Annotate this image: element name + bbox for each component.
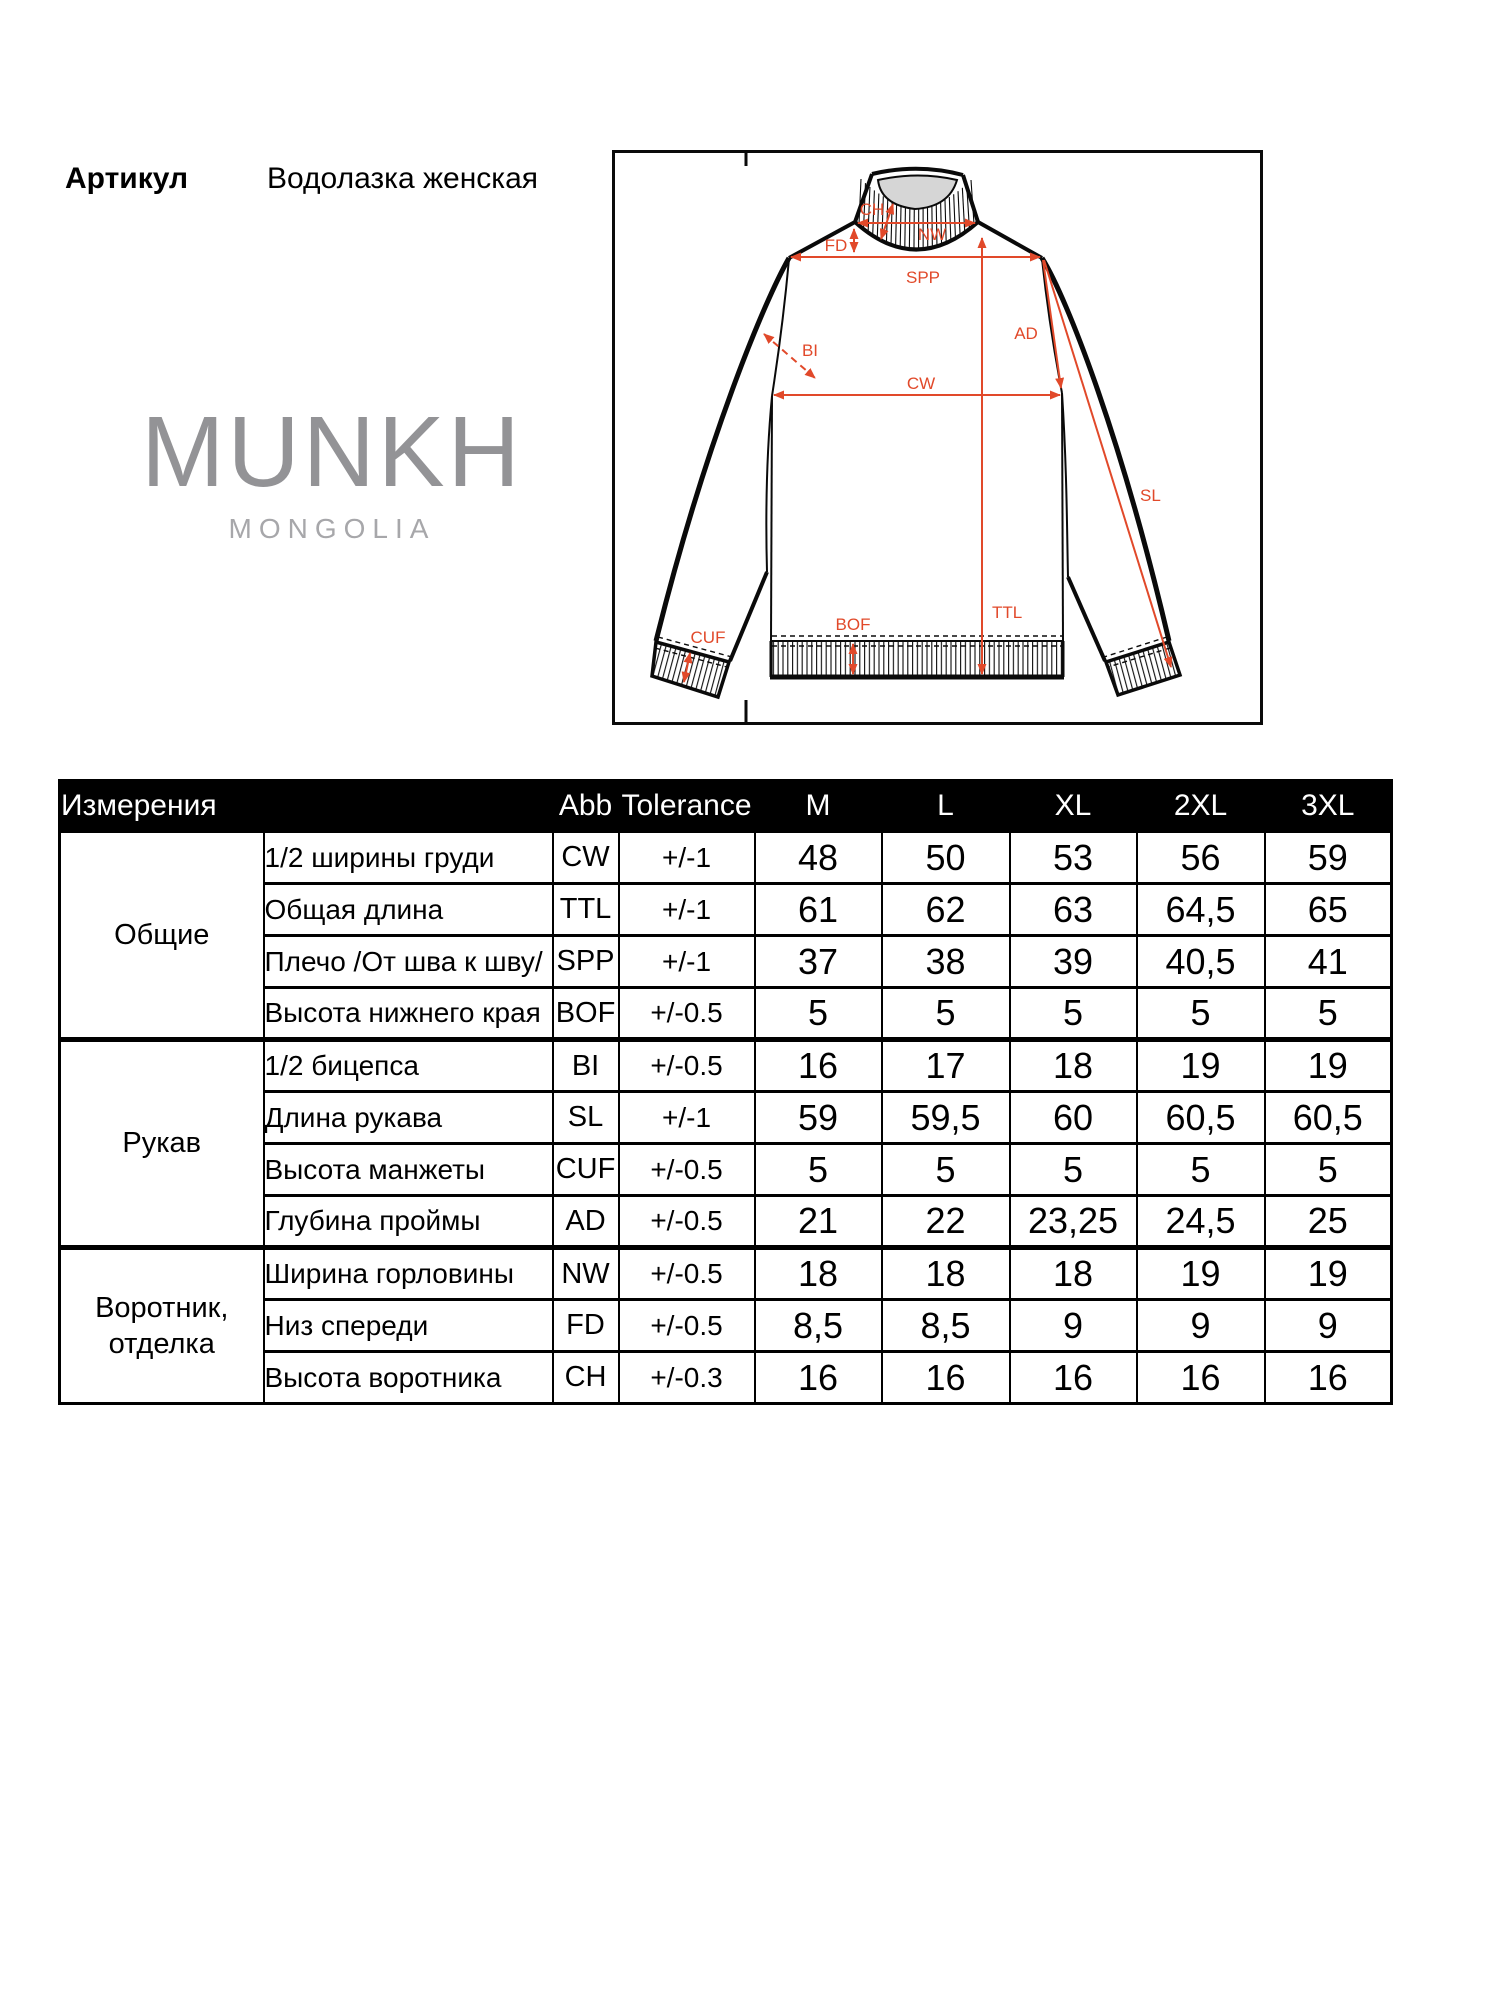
size-cell: 19 xyxy=(1137,1248,1265,1300)
size-cell: 16 xyxy=(755,1040,882,1092)
size-cell: 50 xyxy=(882,832,1010,884)
size-cell: 18 xyxy=(1010,1248,1137,1300)
size-cell: 5 xyxy=(1010,988,1137,1040)
col-size-3xl: 3XL xyxy=(1265,781,1392,832)
size-cell: 37 xyxy=(755,936,882,988)
tolerance-cell: +/-0.5 xyxy=(619,1196,755,1248)
tolerance-cell: +/-0.5 xyxy=(619,1300,755,1352)
size-cell: 16 xyxy=(755,1352,882,1404)
col-size-l: L xyxy=(882,781,1010,832)
measurement-name: 1/2 ширины груди xyxy=(264,832,553,884)
label-nw: NW xyxy=(917,225,947,244)
abb-cell: SL xyxy=(553,1092,619,1144)
col-abb: Abb xyxy=(553,781,619,832)
size-cell: 62 xyxy=(882,884,1010,936)
size-cell: 25 xyxy=(1265,1196,1392,1248)
label-spp: SPP xyxy=(905,268,941,287)
size-cell: 22 xyxy=(882,1196,1010,1248)
tolerance-cell: +/-1 xyxy=(619,936,755,988)
abb-cell: CW xyxy=(553,832,619,884)
article-label: Артикул xyxy=(65,162,189,195)
label-bof: BOF xyxy=(835,615,871,634)
size-cell: 19 xyxy=(1265,1248,1392,1300)
size-cell: 60,5 xyxy=(1137,1092,1265,1144)
size-cell: 17 xyxy=(882,1040,1010,1092)
size-cell: 9 xyxy=(1010,1300,1137,1352)
size-cell: 5 xyxy=(1265,988,1392,1040)
size-cell: 5 xyxy=(882,1144,1010,1196)
label-bi: BI xyxy=(801,341,819,360)
size-cell: 59 xyxy=(755,1092,882,1144)
tolerance-cell: +/-1 xyxy=(619,832,755,884)
measurement-name: Ширина горловины xyxy=(264,1248,553,1300)
size-cell: 16 xyxy=(1265,1352,1392,1404)
size-cell: 19 xyxy=(1265,1040,1392,1092)
group-cell-collar: Воротник, отделка xyxy=(60,1248,264,1404)
size-cell: 9 xyxy=(1265,1300,1392,1352)
sweater-diagram xyxy=(612,150,1263,725)
brand-name: MUNKH xyxy=(141,396,523,508)
col-size-xl: XL xyxy=(1010,781,1137,832)
size-cell: 8,5 xyxy=(755,1300,882,1352)
abb-cell: BI xyxy=(553,1040,619,1092)
size-cell: 60 xyxy=(1010,1092,1137,1144)
measurement-name: Общая длина xyxy=(264,884,553,936)
size-cell: 5 xyxy=(882,988,1010,1040)
measurement-name: Глубина проймы xyxy=(264,1196,553,1248)
tolerance-cell: +/-0.5 xyxy=(619,1144,755,1196)
measurement-name: Длина рукава xyxy=(264,1092,553,1144)
size-cell: 5 xyxy=(755,988,882,1040)
abb-cell: FD xyxy=(553,1300,619,1352)
col-size-2xl: 2XL xyxy=(1137,781,1265,832)
size-cell: 5 xyxy=(1265,1144,1392,1196)
size-cell: 59,5 xyxy=(882,1092,1010,1144)
size-cell: 9 xyxy=(1137,1300,1265,1352)
table-row xyxy=(60,1040,1392,1092)
label-ch: CH xyxy=(859,200,885,219)
size-cell: 5 xyxy=(1137,1144,1265,1196)
group-cell-general: Общие xyxy=(60,832,264,1040)
size-cell: 16 xyxy=(882,1352,1010,1404)
label-ttl: TTL xyxy=(992,603,1023,622)
size-cell: 24,5 xyxy=(1137,1196,1265,1248)
measurement-name: 1/2 бицепса xyxy=(264,1040,553,1092)
label-sl: SL xyxy=(1140,486,1161,505)
abb-cell: SPP xyxy=(553,936,619,988)
size-cell: 18 xyxy=(1010,1040,1137,1092)
size-chart-table xyxy=(58,779,1393,1405)
table-row xyxy=(60,832,1392,884)
size-cell: 59 xyxy=(1265,832,1392,884)
tolerance-cell: +/-1 xyxy=(619,1092,755,1144)
abb-cell: TTL xyxy=(553,884,619,936)
col-size-m: M xyxy=(755,781,882,832)
label-fd: FD xyxy=(824,236,848,255)
size-cell: 16 xyxy=(1010,1352,1137,1404)
size-cell: 41 xyxy=(1265,936,1392,988)
size-cell: 8,5 xyxy=(882,1300,1010,1352)
size-cell: 56 xyxy=(1137,832,1265,884)
size-cell: 5 xyxy=(1010,1144,1137,1196)
table-header-row xyxy=(60,781,1392,832)
size-cell: 38 xyxy=(882,936,1010,988)
size-cell: 5 xyxy=(1137,988,1265,1040)
abb-cell: BOF xyxy=(553,988,619,1040)
measurement-name: Высота нижнего края xyxy=(264,988,553,1040)
group-cell-sleeve: Рукав xyxy=(60,1040,264,1248)
label-ad: AD xyxy=(1014,324,1038,343)
tolerance-cell: +/-0.5 xyxy=(619,988,755,1040)
hem-ribbing xyxy=(772,642,1063,677)
size-cell: 39 xyxy=(1010,936,1137,988)
tolerance-cell: +/-0.5 xyxy=(619,1040,755,1092)
size-cell: 65 xyxy=(1265,884,1392,936)
size-cell: 16 xyxy=(1137,1352,1265,1404)
size-cell: 48 xyxy=(755,832,882,884)
size-cell: 18 xyxy=(882,1248,1010,1300)
size-cell: 5 xyxy=(755,1144,882,1196)
label-cuf: CUF xyxy=(690,628,726,647)
brand-subtitle: MONGOLIA xyxy=(228,513,436,544)
measurement-name: Высота воротника xyxy=(264,1352,553,1404)
size-cell: 40,5 xyxy=(1137,936,1265,988)
measurement-name: Высота манжеты xyxy=(264,1144,553,1196)
label-cw: CW xyxy=(906,374,936,393)
abb-cell: CUF xyxy=(553,1144,619,1196)
tolerance-cell: +/-0.3 xyxy=(619,1352,755,1404)
abb-cell: AD xyxy=(553,1196,619,1248)
size-cell: 21 xyxy=(755,1196,882,1248)
size-cell: 53 xyxy=(1010,832,1137,884)
measurement-name: Плечо /От шва к шву/ xyxy=(264,936,553,988)
col-tolerance: Tolerance xyxy=(619,781,755,832)
measurement-name: Низ спереди xyxy=(264,1300,553,1352)
abb-cell: CH xyxy=(553,1352,619,1404)
tolerance-cell: +/-0.5 xyxy=(619,1248,755,1300)
size-cell: 61 xyxy=(755,884,882,936)
size-cell: 23,25 xyxy=(1010,1196,1137,1248)
col-measurements: Измерения xyxy=(60,781,553,832)
tolerance-cell: +/-1 xyxy=(619,884,755,936)
size-cell: 18 xyxy=(755,1248,882,1300)
brand-logo xyxy=(137,396,527,545)
article-value: Водолазка женская xyxy=(267,162,539,195)
size-cell: 63 xyxy=(1010,884,1137,936)
size-cell: 60,5 xyxy=(1265,1092,1392,1144)
abb-cell: NW xyxy=(553,1248,619,1300)
size-cell: 64,5 xyxy=(1137,884,1265,936)
size-cell: 19 xyxy=(1137,1040,1265,1092)
table-row xyxy=(60,1248,1392,1300)
